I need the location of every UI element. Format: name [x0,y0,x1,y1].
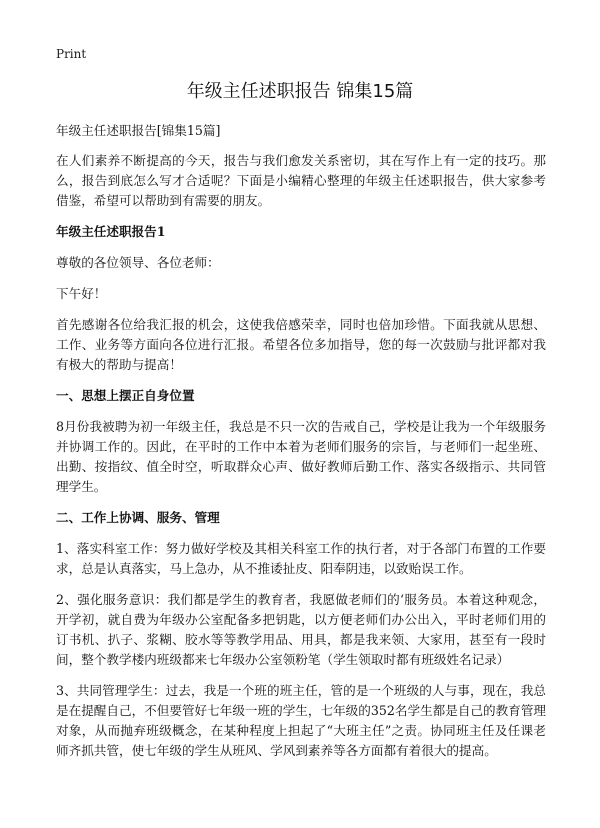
section-heading-work: 二、工作上协调、服务、管理 [56,510,220,525]
section-heading-report-1: 年级主任述职报告1 [56,224,166,239]
document-subtitle: 年级主任述职报告[锦集15篇] [56,123,221,138]
section-heading-thinking: 一、思想上摆正自身位置 [56,388,195,403]
opening-paragraph: 首先感谢各位给我汇报的机会，这使我倍感荣幸，同时也倍加珍惜。下面我就从思想、工作、业务等方面向各位进行汇报。希望各位多加指导，您的每一次鼓励与批评都对我有极大的帮助与提高！ [56,317,546,372]
work-item-2: 2、强化服务意识：我们都是学生的教育者，我愿做老师们的‘服务员。本着这种观念，开学初，就自费为年级办公室配备多把钥匙，以方便老师们办公出入，平时老师们用的订书机、扒子、浆糊、胶水等等教学用品、用具，都是我来领、大家用，甚至有一段时间，整个教学楼内班级都来七年级办公室领粉笔（学生领取时都有班级姓名记录） [56,592,546,667]
print-link[interactable]: Print [56,47,87,61]
salutation: 尊敬的各位领导、各位老师： [56,255,220,270]
work-item-3: 3、共同管理学生：过去，我是一个班的班主任，管的是一个班级的人与事，现在，我总是在提醒自己，不但要管好七年级一班的学生，七年级的352名学生都是自己的教育管理对象，从而抛弃班级概念，在某种程度上担起了“大班主任”之责。协同班主任及任课老师齐抓共管，使七年级的学生从班风、学风到素养等各方面都有着很大的提高。 [56,683,547,758]
page-title: 年级主任述职报告 锦集15篇 [186,81,414,102]
work-item-1: 1、落实科室工作：努力做好学校及其相关科室工作的执行者，对于各部门布置的工作要求，总是认真落实，马上急办，从不推诿扯皮、阳奉阴违，以致贻误工作。 [56,541,546,576]
document-body [56,121,546,772]
thinking-paragraph: 8月份我被聘为初一年级主任，我总是不只一次的告戒自己，学校是让我为一个年级服务并协调工作的。因此，在平时的工作中本着为老师们服务的宗旨，与老师们一起坐班、出勤、按指纹、值全时空，听取群众心声、做好教师后勤工作、落实各级指示、共同管理学生。 [56,419,546,494]
intro-paragraph: 在人们素养不断提高的今天，报告与我们愈发关系密切，其在写作上有一定的技巧。那么，报告到底怎么写才合适呢？下面是小编精心整理的年级主任述职报告，供大家参考借鉴，希望可以帮助到有需要的朋友。 [56,153,546,208]
greeting: 下午好！ [56,286,107,301]
